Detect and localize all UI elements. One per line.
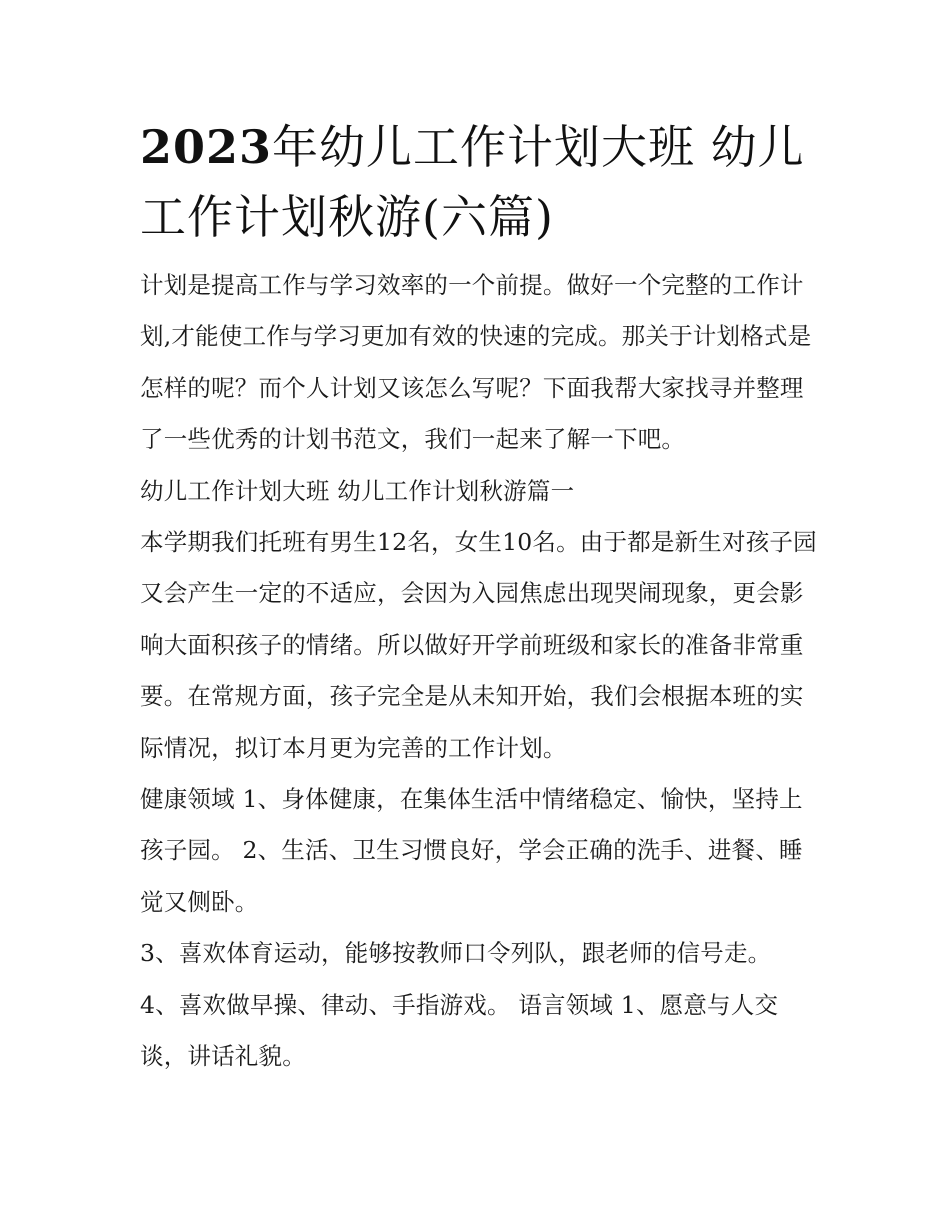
title-text: 年幼儿工作计划大班 幼儿工作计划秋游(六篇) bbox=[140, 120, 805, 244]
document-content bbox=[140, 112, 820, 1083]
list-item-3: 3、喜欢体育运动，能够按教师口令列队，跟老师的信号走。 bbox=[140, 939, 772, 968]
section-heading: 幼儿工作计划大班 幼儿工作计划秋游篇一 bbox=[140, 476, 575, 505]
intro-paragraph: 计划是提高工作与学习效率的一个前提。做好一个完整的工作计划,才能使工作与学习更加有效的快速的完成。那关于计划格式是怎样的呢？而个人计划又该怎么写呢？下面我帮大家找寻并整理了一些优秀的计划书范文，我们一起来了解一下吧。 bbox=[140, 271, 812, 454]
body-paragraph: 本学期我们托班有男生12名，女生10名。由于都是新生对孩子园又会产生一定的不适应，会因为入园焦虑出现哭闹现象，更会影响大面积孩子的情绪。所以做好开学前班级和家长的准备非常重要。在常规方面，孩子完全是从未知开始，我们会根据本班的实际情况，拟订本月更为完善的工作计划。 bbox=[140, 528, 817, 762]
list-item-4: 4、喜欢做早操、律动、手指游戏。 语言领域 1、愿意与人交谈，讲话礼貌。 bbox=[140, 990, 779, 1071]
health-domain-paragraph: 健康领域 1、身体健康，在集体生活中情绪稳定、愉快，坚持上孩子园。 2、生活、卫生习惯良好，学会正确的洗手、进餐、睡觉又侧卧。 bbox=[140, 785, 803, 916]
title-year: 2023 bbox=[140, 120, 273, 174]
document-title bbox=[140, 112, 820, 252]
